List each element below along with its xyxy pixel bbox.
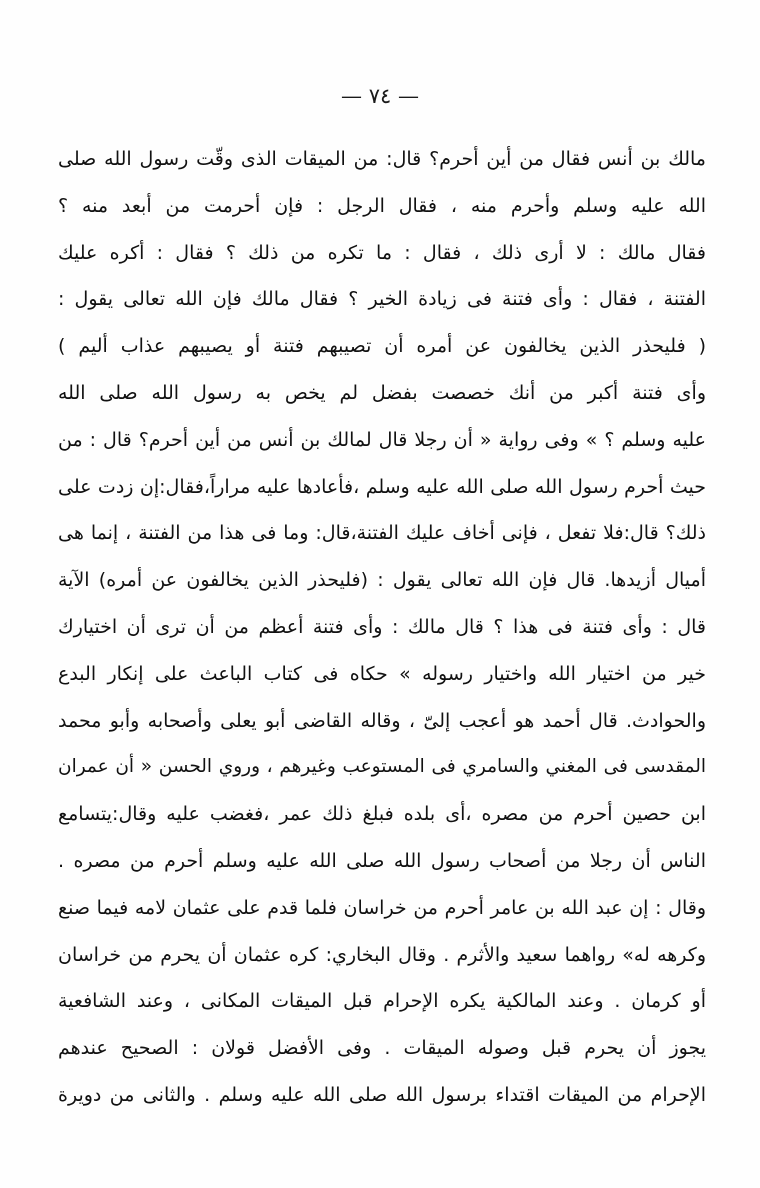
text-line: يجوز أن يحرم قبل وصوله الميقات . وفى الأفضل قولان : الصحيح عندهم [58,1037,706,1060]
text-line: مالك بن أنس فقال من أين أحرم؟ قال: من الميقات الذى وقّت رسول الله صلى [58,148,706,170]
text-line: أو كرمان . وعند المالكية يكره الإحرام قبل الميقات المكانى ، وعند الشافعية [58,990,706,1013]
text-line: وكرهه له» رواهما سعيد والأثرم . وقال البخاري: كره عثمان أن يحرم من خراسان [58,943,706,966]
text-line: الإحرام من الميقات اقتداء برسول الله صلى الله عليه وسلم . والثانى من دويرة [58,1083,706,1106]
text-line: عليه وسلم ؟ » وفى رواية « أن رجلا قال لمالك بن أنس من أين أحرم؟ قال : من [58,428,706,451]
text-line: وأى فتنة أكبر من أنك خصصت بفضل لم يخص به رسول الله صلى الله [58,381,706,404]
quran-quote-line: ( فليحذر الذين يخالفون عن أمره أن تصيبهم فتنة أو يصيبهم عذاب أليم ) [58,335,706,358]
text-line: المقدسى فى المغني والسامري فى المستوعب وغيرهم ، وروي الحسن « أن عمران [58,756,706,778]
text-line: وقال : إن عبد الله بن عامر أحرم من خراسان فلما قدم على عثمان لامه فيما صنع [58,896,706,919]
text-line: ابن حصين أحرم من مصره ،أى بلده فبلغ ذلك عمر ،فغضب عليه وقال:يتسامع [58,803,706,826]
text-line: الناس أن رجلا من أصحاب رسول الله صلى الله عليه وسلم أحرم من مصره . [58,849,706,872]
text-line: والحوادث. قال أحمد هو أعجب إلىّ ، وقاله القاضى أبو يعلى وأصحابه وأبو محمد [58,709,706,732]
text-line: الله عليه وسلم وأحرم منه ، فقال الرجل : فإن أحرمت من أبعد منه ؟ [58,194,706,217]
text-line: ذلك؟ قال:فلا تفعل ، فإنى أخاف عليك الفتنة،قال: وما فى هذا من الفتنة ، إنما هى [58,522,706,545]
body-text [58,136,706,1119]
text-line: قال : وأى فتنة فى هذا ؟ قال مالك : وأى فتنة أعظم من أن ترى أن اختيارك [58,615,706,638]
text-line: خير من اختيار الله واختيار رسوله » حكاه فى كتاب الباعث على إنكار البدع [58,662,706,685]
text-line: الفتنة ، فقال : وأى فتنة فى زيادة الخير ؟ فقال مالك فإن الله تعالى يقول : [58,288,706,311]
page-number: — ٧٤ — [341,84,419,108]
text-line: فقال مالك : لا أرى ذلك ، فقال : ما تكره من ذلك ؟ فقال : أكره عليك [58,241,706,264]
text-line: حيث أحرم رسول الله صلى الله عليه وسلم ،فأعادها عليه مراراً،فقال:إن زدت على [58,475,706,498]
text-line: أميال أزيدها. قال فإن الله تعالى يقول : (فليحذر الذين يخالفون عن أمره) الآية [58,569,706,592]
